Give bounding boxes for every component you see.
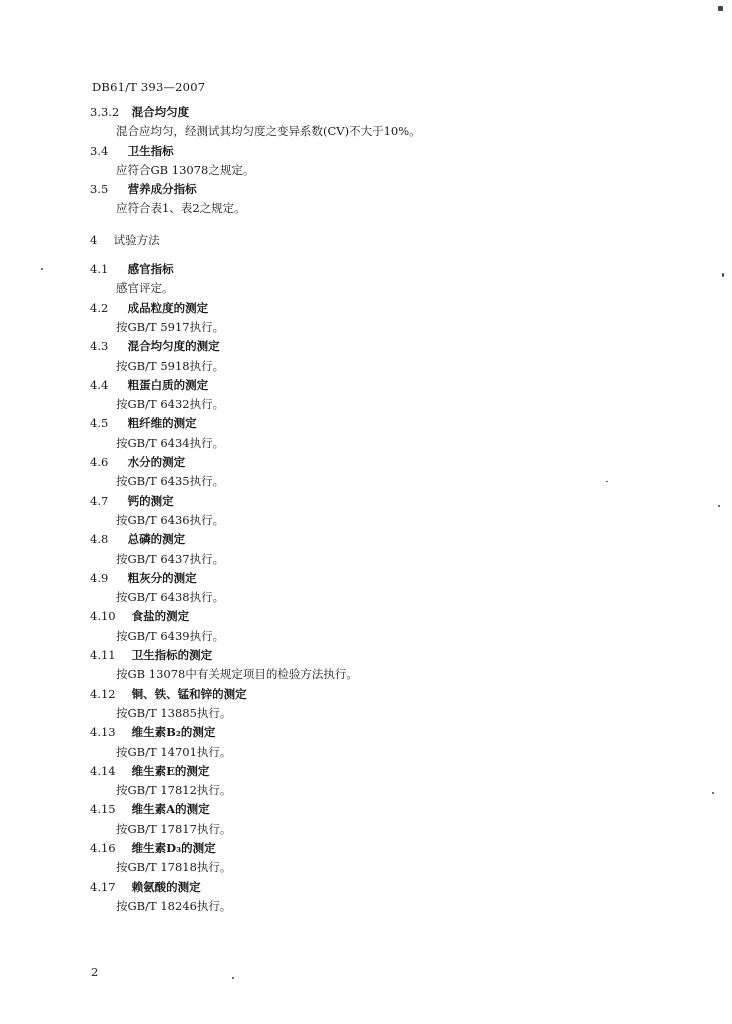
clause-number: 4.17 bbox=[90, 879, 116, 894]
clause-4-15 bbox=[90, 800, 690, 839]
clause-title: 维生素D₃的测定 bbox=[131, 840, 216, 855]
clause-4-6 bbox=[90, 453, 690, 492]
clause-text: 按GB/T 14701执行。 bbox=[116, 744, 232, 759]
clause-text: 按GB/T 6435执行。 bbox=[116, 474, 225, 489]
clause-number: 4.7 bbox=[90, 493, 109, 508]
scan-speck bbox=[41, 268, 43, 270]
clause-4-16 bbox=[90, 839, 690, 878]
clause-number: 3.4 bbox=[90, 143, 109, 158]
clause-title: 维生素A的测定 bbox=[131, 802, 210, 817]
scan-speck bbox=[718, 6, 723, 11]
clause-4-14 bbox=[90, 762, 690, 801]
clause-title: 食盐的测定 bbox=[131, 609, 190, 624]
chapter-heading bbox=[90, 231, 690, 250]
clause-text: 感官评定。 bbox=[116, 281, 174, 296]
clause-4-12 bbox=[90, 685, 690, 724]
clause-4-5 bbox=[90, 414, 690, 453]
clause-3-4 bbox=[90, 142, 690, 181]
clause-text: 按GB/T 5918执行。 bbox=[116, 358, 225, 373]
scan-speck bbox=[606, 481, 608, 482]
clause-number: 4.4 bbox=[90, 377, 109, 392]
clause-number: 4.16 bbox=[90, 840, 116, 855]
clause-title: 卫生指标 bbox=[127, 143, 174, 158]
clause-title: 铜、铁、锰和锌的测定 bbox=[131, 686, 247, 701]
clause-number: 4.1 bbox=[90, 262, 109, 277]
clause-number: 4.11 bbox=[90, 648, 116, 663]
clause-4-13 bbox=[90, 723, 690, 762]
clause-text: 按GB/T 6438执行。 bbox=[116, 590, 225, 605]
clause-4-1 bbox=[90, 260, 690, 299]
clause-title: 钙的测定 bbox=[127, 493, 174, 508]
clause-4-10 bbox=[90, 607, 690, 646]
clause-text: 按GB/T 6434执行。 bbox=[116, 435, 225, 450]
clause-text: 按GB/T 6436执行。 bbox=[116, 512, 225, 527]
scan-speck bbox=[712, 792, 714, 794]
clause-title: 粗纤维的测定 bbox=[127, 416, 197, 431]
clause-number: 4.8 bbox=[90, 532, 109, 547]
clause-title: 成品粒度的测定 bbox=[127, 300, 209, 315]
clause-4-17 bbox=[90, 878, 690, 917]
clause-title: 赖氨酸的测定 bbox=[131, 879, 201, 894]
clause-number: 4.10 bbox=[90, 609, 116, 624]
clause-number: 4.6 bbox=[90, 455, 109, 470]
clause-4-2 bbox=[90, 299, 690, 338]
clause-text: 按GB/T 6437执行。 bbox=[116, 551, 225, 566]
clause-title: 卫生指标的测定 bbox=[131, 648, 213, 663]
clause-text: 按GB/T 13885执行。 bbox=[116, 705, 232, 720]
clause-number: 3.5 bbox=[90, 182, 109, 197]
scan-speck bbox=[718, 505, 720, 507]
clause-title: 总磷的测定 bbox=[127, 532, 186, 547]
clause-number: 4.14 bbox=[90, 763, 116, 778]
chapter-title: 试验方法 bbox=[113, 232, 160, 247]
clause-4-8 bbox=[90, 530, 690, 569]
clause-text: 按GB/T 18246执行。 bbox=[116, 898, 232, 913]
clause-text: 按GB/T 6439执行。 bbox=[116, 628, 225, 643]
clause-4-7 bbox=[90, 492, 690, 531]
clause-title: 维生素E的测定 bbox=[131, 763, 210, 778]
clause-number: 4.12 bbox=[90, 686, 116, 701]
clause-text: 按GB/T 17818执行。 bbox=[116, 860, 232, 875]
clause-number: 4.9 bbox=[90, 570, 109, 585]
clause-text: 应符合表1、表2之规定。 bbox=[116, 201, 246, 216]
clause-text: 按GB 13078中有关规定项目的检验方法执行。 bbox=[116, 667, 358, 682]
clause-number: 4.2 bbox=[90, 300, 109, 315]
clause-title: 粗蛋白质的测定 bbox=[127, 377, 209, 392]
clause-title: 维生素B₂的测定 bbox=[131, 725, 216, 740]
clause-number: 4.3 bbox=[90, 339, 109, 354]
clause-text: 按GB/T 17817执行。 bbox=[116, 821, 232, 836]
document-body bbox=[90, 103, 690, 916]
clause-text: 按GB/T 17812执行。 bbox=[116, 783, 232, 798]
clause-4-9 bbox=[90, 569, 690, 608]
clause-text: 按GB/T 6432执行。 bbox=[116, 397, 225, 412]
clause-4-4 bbox=[90, 376, 690, 415]
clause-title: 营养成分指标 bbox=[127, 182, 197, 197]
clause-4-3 bbox=[90, 337, 690, 376]
chapter-number: 4 bbox=[90, 232, 98, 247]
clause-number: 4.15 bbox=[90, 802, 116, 817]
document-code: DB61/T 393—2007 bbox=[92, 80, 206, 94]
clause-3-5 bbox=[90, 180, 690, 219]
clause-title: 混合均匀度 bbox=[131, 105, 190, 119]
page-number: 2 bbox=[91, 965, 99, 979]
clause-title: 粗灰分的测定 bbox=[127, 570, 197, 585]
scan-speck bbox=[232, 977, 234, 979]
clause-4-11 bbox=[90, 646, 690, 685]
clause-title: 混合均匀度的测定 bbox=[127, 339, 220, 354]
clause-number: 4.5 bbox=[90, 416, 109, 431]
clause-number: 4.13 bbox=[90, 725, 116, 740]
clause-3-3-2 bbox=[90, 103, 690, 142]
clause-title: 水分的测定 bbox=[127, 455, 186, 470]
clause-text: 混合应均匀，经测试其均匀度之变异系数(CV)不大于10%。 bbox=[116, 124, 421, 139]
clause-text: 按GB/T 5917执行。 bbox=[116, 319, 225, 334]
clause-text: 应符合GB 13078之规定。 bbox=[116, 162, 255, 177]
clause-title: 感官指标 bbox=[127, 262, 174, 277]
scan-speck bbox=[722, 273, 724, 277]
clause-number: 3.3.2 bbox=[90, 105, 120, 119]
